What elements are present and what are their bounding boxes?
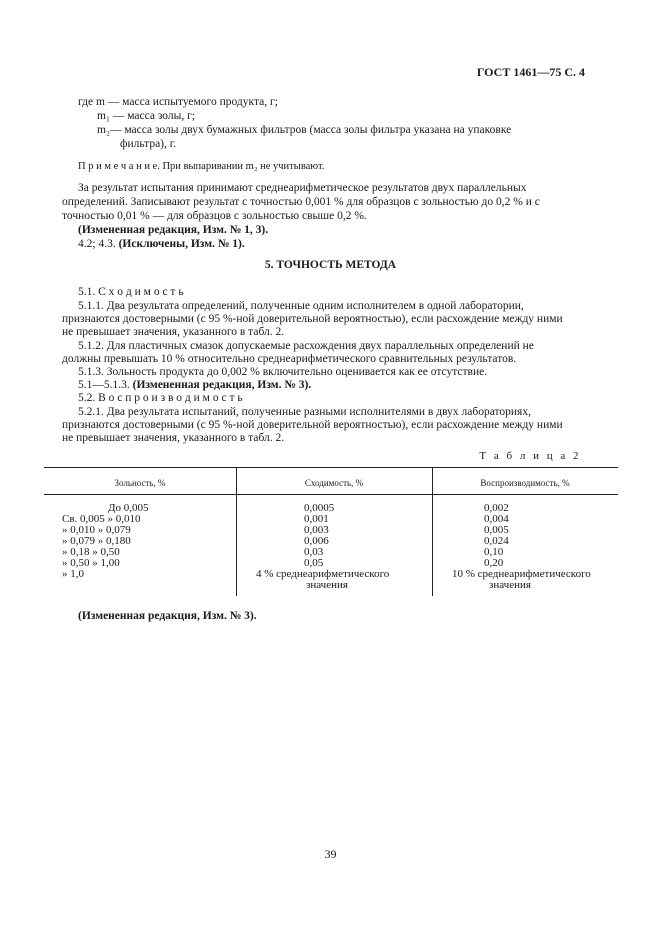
table-header-reproducibility: Воспроизводимость, %	[480, 478, 570, 488]
where-line-3: m₂— масса золы двух бумажных фильтров (масса золы фильтра указана на упаковке	[97, 124, 512, 136]
table-cell-convergence: 0,03	[304, 546, 324, 558]
result-line-2: определений. Записывают результат с точностью 0,001 % для образцов с зольностью до 0,2 % и с	[62, 196, 540, 208]
table-cell-convergence: 0,0005	[304, 502, 335, 514]
p521-line-3: не превышает значения, указанного в табл. 2.	[62, 432, 285, 444]
table-cell-ash: До 0,005	[108, 502, 149, 514]
result-exclusion	[78, 238, 245, 251]
note: П р и м е ч а н и е. При выпаривании m₂ не учитывают.	[78, 161, 325, 172]
table-cell-reproducibility: 10 % среднеарифметического	[452, 568, 591, 580]
p512-line-1: 5.1.2. Для пластичных смазок допускаемые расхождения двух параллельных определений не	[78, 340, 534, 352]
table-cell-reproducibility: 0,005	[484, 524, 509, 536]
page-header: ГОСТ 1461—75 С. 4	[476, 65, 585, 79]
table-header-convergence: Сходимость, %	[304, 478, 364, 488]
table-cell-ash: » 0,010 » 0,079	[62, 524, 131, 536]
table-cell-ash: » 1,0	[62, 568, 84, 580]
s51-edit-prefix: 5.1—5.1.3.	[78, 379, 130, 391]
exclusion-text: (Исключены, Изм. № 1).	[118, 238, 245, 250]
table-caption: Т а б л и ц а 2	[479, 450, 581, 462]
table-cell-reproducibility: 0,10	[484, 546, 504, 558]
p521-line-1: 5.2.1. Два результата испытаний, полученные разными исполнителями в двух лабораториях,	[78, 406, 531, 418]
p511-line-1: 5.1.1. Два результата определений, полученные одним исполнителем в одной лаборатории,	[78, 300, 524, 312]
section-title: 5. ТОЧНОСТЬ МЕТОДА	[264, 259, 397, 271]
p511-line-2: признаются достоверными (с 95 %-ной доверительной вероятностью), если расхождение между ними	[62, 313, 563, 325]
result-line-3: точностью 0,01 % — для образцов с зольностью свыше 0,2 %.	[62, 210, 367, 222]
table-cell-ash: » 0,50 » 1,00	[62, 557, 120, 569]
table-cell-reproducibility: значения	[489, 579, 531, 591]
table-cell-convergence: 0,001	[304, 513, 329, 525]
p511-line-3: не превышает значения, указанного в табл. 2.	[62, 326, 285, 338]
page-number: 39	[324, 847, 337, 861]
s51-edit	[78, 379, 311, 392]
table-header-border	[44, 494, 618, 495]
result-edit: (Измененная редакция, Изм. № 1, 3).	[78, 224, 269, 236]
table-cell-ash: » 0,18 » 0,50	[62, 546, 120, 558]
s51-edit-text: (Измененная редакция, Изм. № 3).	[132, 379, 312, 391]
table-top-border	[44, 467, 618, 468]
table-cell-convergence: значения	[306, 579, 348, 591]
where-line-4: фильтра), г.	[120, 138, 177, 150]
table-cell-ash: Св. 0,005 » 0,010	[62, 513, 141, 525]
where-line-1: где m — масса испытуемого продукта, г;	[78, 96, 278, 108]
where-line-2: m₁ — масса золы, г;	[97, 110, 196, 122]
s51-title: 5.1. С х о д и м о с т ь	[78, 286, 184, 298]
exclusion-prefix: 4.2; 4.3.	[78, 238, 116, 250]
table-cell-convergence: 4 % среднеарифметического	[256, 568, 390, 580]
table-cell-convergence: 0,05	[304, 557, 324, 569]
table-cell-reproducibility: 0,002	[484, 502, 509, 514]
s52-title: 5.2. В о с п р о и з в о д и м о с т ь	[78, 392, 243, 404]
table-cell-reproducibility: 0,004	[484, 513, 509, 525]
p521-line-2: признаются достоверными (с 95 %-ной доверительной вероятностью), если расхождение между ними	[62, 419, 563, 431]
table-cell-reproducibility: 0,20	[484, 557, 504, 569]
result-line-1: За результат испытания принимают среднеарифметическое результатов двух параллельных	[78, 182, 527, 194]
table-cell-convergence: 0,006	[304, 535, 329, 547]
table-cell-reproducibility: 0,024	[484, 535, 509, 547]
p512-line-2: должны превышать 10 % относительно среднеарифметического сравнительных результатов.	[62, 353, 517, 365]
p513: 5.1.3. Зольность продукта до 0,002 % включительно оценивается как ее отсутствие.	[78, 366, 488, 378]
final-edit: (Измененная редакция, Изм. № 3).	[78, 610, 257, 622]
table-header-ash: Зольность, %	[114, 478, 166, 488]
table-cell-ash: » 0,079 » 0,180	[62, 535, 131, 547]
table-cell-convergence: 0,003	[304, 524, 329, 536]
